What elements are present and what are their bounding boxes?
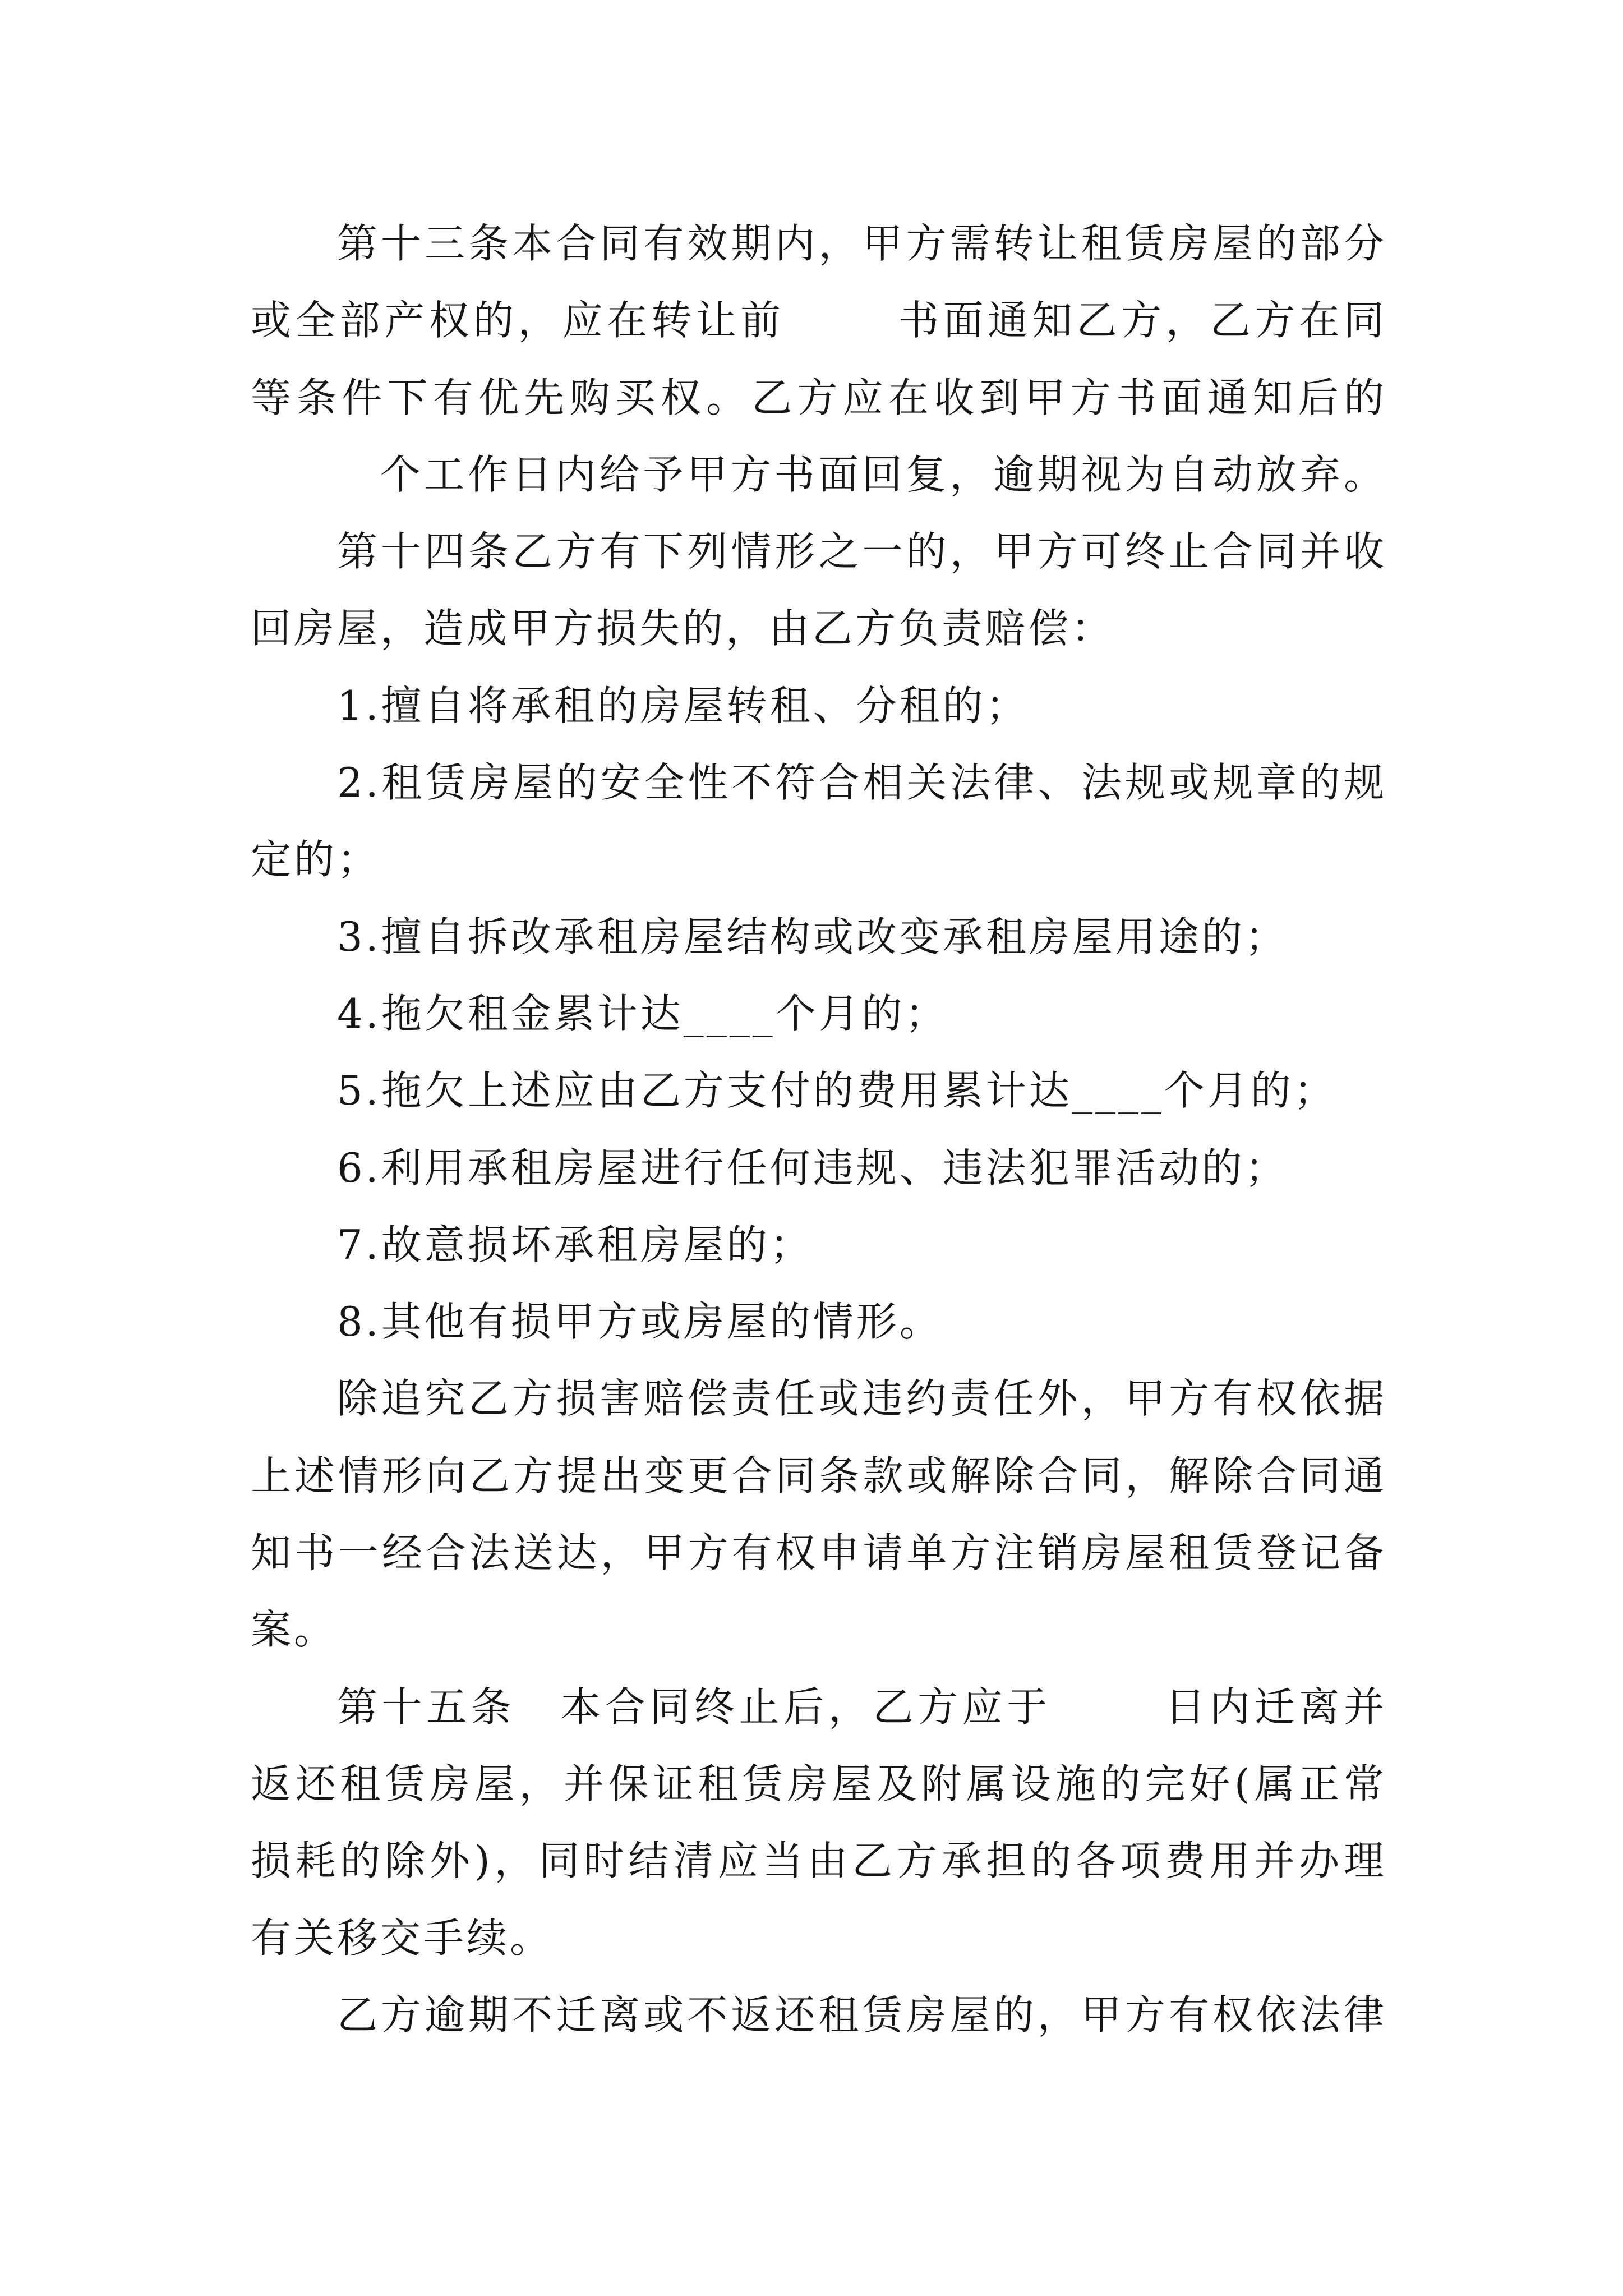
text-line: 个工作日内给予甲方书面回复，逾期视为自动放弃。 [380, 450, 1387, 498]
text-line: 上述情形向乙方提出变更合同条款或解除合同，解除合同通 [251, 1452, 1387, 1499]
text-line: 第十三条本合同有效期内，甲方需转让租赁房屋的部分 [337, 220, 1387, 267]
text-line: 案。 [251, 1606, 338, 1654]
text-segment: 本合同终止后，乙方应于 [559, 1683, 1052, 1731]
text-line: 等条件下有优先购买权。乙方应在收到甲方书面通知后的 [251, 374, 1387, 421]
text-line: 有关移交手续。 [251, 1914, 554, 1962]
list-item: 5.拖欠上述应由乙方支付的费用累计达____个月的； [337, 1067, 1337, 1115]
list-item: 7.故意损坏承租房屋的； [337, 1221, 813, 1268]
text-line [251, 282, 1387, 359]
text-segment: 或全部产权的，应在转让前 [251, 297, 785, 344]
text-line: 回房屋，造成甲方损失的，由乙方负责赔偿： [251, 605, 1115, 652]
text-line: 乙方逾期不迁离或不返还租赁房屋的，甲方有权依法律 [337, 1991, 1387, 2039]
text-line: 知书一经合法送达，甲方有权申请单方注销房屋租赁登记备 [251, 1529, 1387, 1577]
text-line: 除追究乙方损害赔偿责任或违约责任外，甲方有权依据 [337, 1375, 1387, 1423]
list-item: 6.利用承租房屋进行任何违规、违法犯罪活动的； [337, 1144, 1288, 1191]
page-content [251, 205, 1387, 2054]
list-item: 4.拖欠租金累计达____个月的； [337, 990, 948, 1037]
text-segment: 日内迁离并 [1163, 1683, 1387, 1731]
list-item: 1.擅自将承租的房屋转租、分租的； [337, 682, 1029, 729]
list-item: 2.租赁房屋的安全性不符合相关法律、法规或规章的规 [337, 759, 1387, 807]
text-line: 返还租赁房屋，并保证租赁房屋及附属设施的完好(属正常 [251, 1760, 1387, 1807]
list-item: 3.擅自拆改承租房屋结构或改变承租房屋用途的； [337, 913, 1288, 960]
text-line [251, 1669, 1387, 1746]
list-item: 8.其他有损甲方或房屋的情形。 [337, 1298, 943, 1346]
text-line: 损耗的除外)，同时结清应当由乙方承担的各项费用并办理 [251, 1837, 1387, 1885]
text-segment: 书面通知乙方，乙方在同 [897, 297, 1387, 344]
text-line: 定的； [251, 836, 381, 884]
text-segment: 第十五条 [337, 1683, 516, 1731]
text-line: 第十四条乙方有下列情形之一的，甲方可终止合同并收 [337, 528, 1387, 576]
